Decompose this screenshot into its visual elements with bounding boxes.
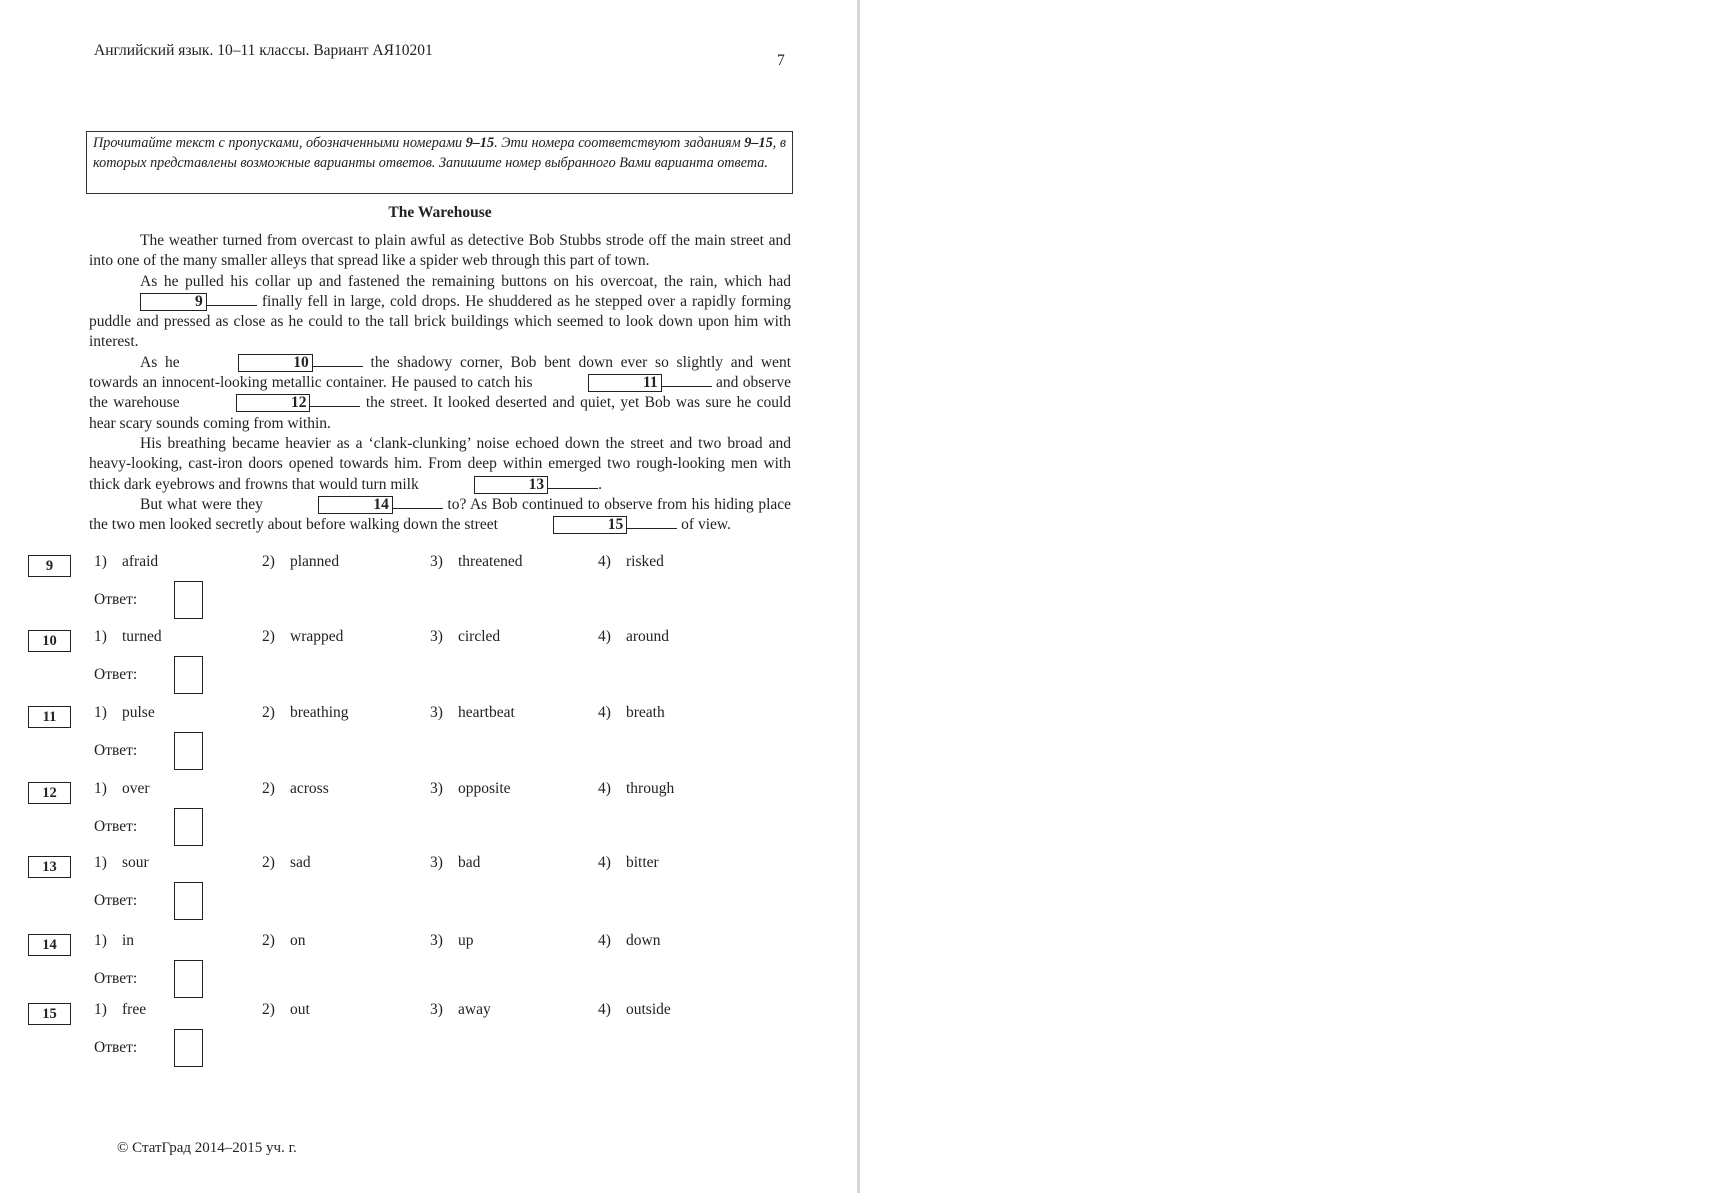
paragraph: His breathing became heavier as a ‘clank-clunking’ noise echoed down the street and two broad and heavy-looking, cast-iron doors opened towards him. From deep within emerged two rough-looking men with thick dark eyebrows and frowns that would turn milk 13 .: [89, 434, 791, 495]
option-1: 1) in: [94, 932, 135, 949]
option-4: 4) around: [598, 628, 670, 645]
instruction-text: . Эти номера соответствуют заданиям: [494, 135, 745, 151]
option-2: 2) on: [262, 932, 306, 949]
task-14: [0, 934, 857, 1004]
answer-label: Ответ:: [94, 818, 138, 835]
instruction-range: 9–15: [465, 135, 495, 151]
answer-box[interactable]: [174, 581, 203, 619]
option-3: 3) opposite: [430, 780, 511, 797]
answer-box[interactable]: [174, 960, 203, 998]
instruction-text: Прочитайте текст с пропусками, обозначенными номерами: [93, 135, 466, 151]
answer-box[interactable]: [174, 656, 203, 694]
option-2: 2) out: [262, 1001, 310, 1018]
gap-14: 14: [267, 495, 443, 515]
task-number: 12: [28, 782, 71, 804]
option-3: 3) threatened: [430, 553, 523, 570]
option-4: 4) outside: [598, 1001, 671, 1018]
answer-label: Ответ:: [94, 892, 138, 909]
page-header: Английский язык. 10–11 классы. Вариант АЯ10201: [94, 42, 433, 59]
task-number: 9: [28, 555, 71, 577]
answer-label: Ответ:: [94, 970, 138, 987]
option-2: 2) wrapped: [262, 628, 344, 645]
answer-label: Ответ:: [94, 591, 138, 608]
option-2: 2) sad: [262, 854, 311, 871]
page-number: 7: [777, 52, 785, 69]
gap-13: 13: [423, 475, 599, 495]
gap-15: 15: [502, 515, 678, 535]
text-title: The Warehouse: [388, 204, 492, 221]
option-1: 1) afraid: [94, 553, 159, 570]
task-10: [0, 630, 857, 700]
answer-label: Ответ:: [94, 666, 138, 683]
option-4: 4) through: [598, 780, 675, 797]
answer-box[interactable]: [174, 808, 203, 846]
option-3: 3) away: [430, 1001, 491, 1018]
answer-box[interactable]: [174, 882, 203, 920]
task-number: 15: [28, 1003, 71, 1025]
task-number: 10: [28, 630, 71, 652]
option-2: 2) breathing: [262, 704, 349, 721]
instruction-text: , в которых представлены возможные варианты ответов. Запишите номер выбранного Вами варианта ответа.: [93, 135, 786, 171]
gap-12: 12: [185, 393, 361, 413]
option-4: 4) breath: [598, 704, 665, 721]
paragraph: But what were they 14 to? As Bob continued to observe from his hiding place the two men looked secretly about before walking down the street 15 of view.: [89, 495, 791, 536]
option-3: 3) up: [430, 932, 474, 949]
page-footer: © СтатГрад 2014–2015 уч. г.: [117, 1140, 297, 1156]
instruction-range: 9–15: [744, 135, 773, 151]
task-number: 14: [28, 934, 71, 956]
instruction-box: [86, 131, 793, 194]
reading-text: [89, 231, 791, 535]
task-12: [0, 782, 857, 852]
answer-label: Ответ:: [94, 742, 138, 759]
option-2: 2) planned: [262, 553, 340, 570]
option-4: 4) bitter: [598, 854, 659, 871]
option-3: 3) heartbeat: [430, 704, 515, 721]
option-3: 3) bad: [430, 854, 481, 871]
answer-box[interactable]: [174, 1029, 203, 1067]
option-1: 1) sour: [94, 854, 149, 871]
document-page: [0, 0, 857, 1193]
answer-label: Ответ:: [94, 1039, 138, 1056]
option-1: 1) turned: [94, 628, 162, 645]
gap-11: 11: [537, 373, 712, 393]
option-1: 1) free: [94, 1001, 147, 1018]
gap-10: 10: [187, 353, 363, 373]
task-11: [0, 706, 857, 776]
paragraph: As he pulled his collar up and fastened the remaining buttons on his overcoat, the rain, which had 9 finally fell in large, cold drops. He shuddered as he stepped over a rapidly forming puddle and pressed as close as he could to the tall brick buildings which seemed to look down upon him with interest.: [89, 272, 791, 351]
option-1: 1) pulse: [94, 704, 155, 721]
answer-box[interactable]: [174, 732, 203, 770]
task-9: [0, 555, 857, 625]
option-3: 3) circled: [430, 628, 501, 645]
option-2: 2) across: [262, 780, 329, 797]
task-15: [0, 1003, 857, 1073]
paragraph: As he 10 the shadowy corner, Bob bent down ever so slightly and went towards an innocent-looking metallic container. He paused to catch his 11 and observe the warehouse 12 the street. It looked deserted and quiet, yet Bob was sure he could hear scary sounds coming from within.: [89, 353, 792, 432]
task-number: 13: [28, 856, 71, 878]
option-4: 4) risked: [598, 553, 664, 570]
task-13: [0, 856, 857, 926]
option-4: 4) down: [598, 932, 661, 949]
gap-9: 9: [89, 292, 257, 312]
blank-page-area: [860, 0, 1716, 1193]
task-number: 11: [28, 706, 71, 728]
option-1: 1) over: [94, 780, 150, 797]
paragraph: The weather turned from overcast to plain awful as detective Bob Stubbs strode off the main street and into one of the many smaller alleys that spread like a spider web through this part of town.: [89, 232, 791, 270]
